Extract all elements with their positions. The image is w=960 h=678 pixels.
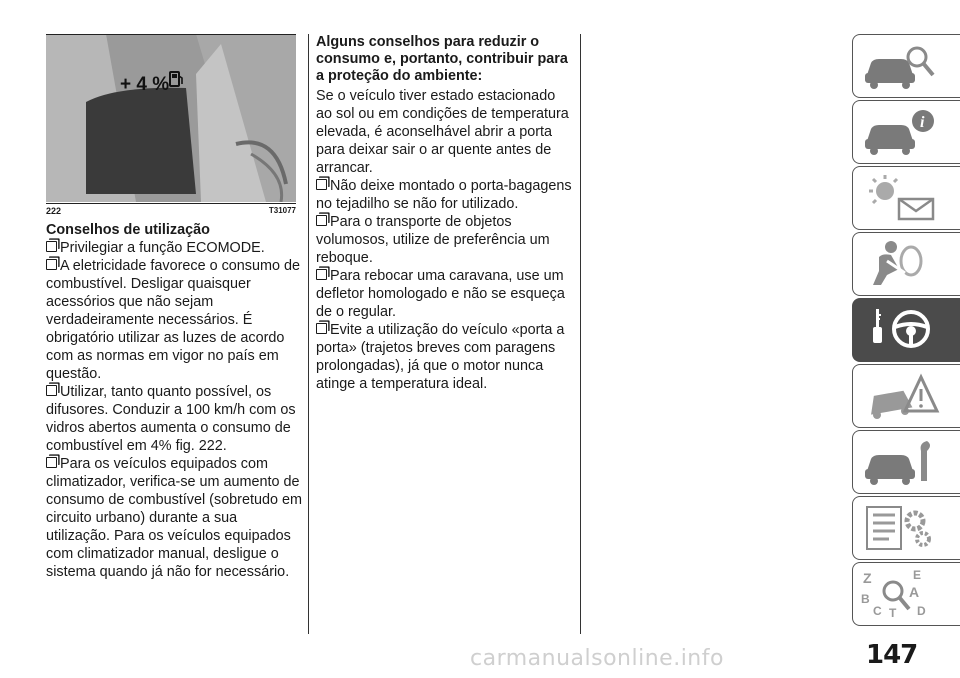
column-divider [308,34,309,634]
paragraph: Para os veículos equipados com climatizador, verifica-se um aumento de consumo de combustível (sobretudo em circuito urbano) durante a sua utilização. Para os veículos equipados com climatizador manual, desligue o sistema quando já não for necessário. [46,456,302,580]
tab-car-info[interactable] [852,100,960,164]
airbag-seat-icon [861,239,941,289]
index-letter: E [913,569,922,582]
svg-text:i: i [920,114,925,131]
figure-bottom-rule [46,203,296,204]
index-letter: D [917,604,926,618]
tab-index-search[interactable] [852,562,960,626]
paragraph: Não deixe montado o porta-bagagens no tejadilho se não for utilizado. [316,177,574,213]
chapter-tabs [852,34,960,628]
section-heading: Conselhos de utilização [46,222,210,238]
tab-airbag-seat[interactable] [852,232,960,296]
car-search-icon [861,41,941,91]
column-divider [580,34,581,634]
paragraph: Para rebocar uma caravana, use um defletor homologado e não se esqueça de o regular. [316,267,574,321]
index-letter: A [909,584,920,600]
figure-code: T31077 [268,206,296,215]
figure-number: 222 [46,206,62,216]
watermark: carmanualsonline.info [470,646,724,671]
car-window-illustration [46,34,296,202]
tab-car-wrench[interactable] [852,430,960,494]
paragraph: Privilegiar a função ECOMODE. [46,239,302,257]
paragraph: Utilizar, tanto quanto possível, os difusores. Conduzir a 100 km/h com os vidros abertos aumenta o consumo de combustível em 4% fig. 222. [46,383,302,455]
car-wrench-icon [861,437,941,487]
car-warning-icon [861,371,941,421]
figure-image [46,34,296,202]
lights-message-icon [861,173,941,223]
tab-car-search[interactable] [852,34,960,98]
tab-lights-message[interactable] [852,166,960,230]
left-column [46,222,302,581]
index-letter: T [889,606,897,619]
index-letter: Z [863,570,872,586]
tab-car-warning[interactable] [852,364,960,428]
paragraph: A eletricidade favorece o consumo de combustível. Desligar quaisquer acessórios que não sejam verdadeiramente necessários. É obrigatório utilizar as luzes de acordo com as normas em vigor no país em questão. [46,258,300,382]
index-letter: C [873,604,882,618]
tab-key-steering-wheel[interactable] [852,298,960,362]
specs-gears-icon [861,503,941,553]
paragraph: Se o veículo tiver estado estacionado ao sol ou em condições de temperatura elevada, é aconselhável abrir a porta para deixar sair o ar quente antes de arrancar. [316,88,569,176]
figure-overlay-text: + 4 % [120,74,170,95]
right-column [316,34,574,393]
index-letter: B [861,592,870,606]
section-heading: Alguns conselhos para reduzir o consumo e, portanto, contribuir para a proteção do ambiente: [316,34,568,84]
figure-top-rule [46,34,296,35]
page-number: 147 [866,640,918,670]
car-info-icon [861,107,941,157]
paragraph: Para o transporte de objetos volumosos, utilize de preferência um reboque. [316,213,574,267]
tab-specs-gears[interactable] [852,496,960,560]
index-search-icon [861,569,941,619]
key-steering-wheel-icon [861,305,941,355]
paragraph: Evite a utilização do veículo «porta a porta» (trajetos breves com paragens prolongadas), já que o motor nunca atinge a temperatura ideal. [316,321,574,393]
